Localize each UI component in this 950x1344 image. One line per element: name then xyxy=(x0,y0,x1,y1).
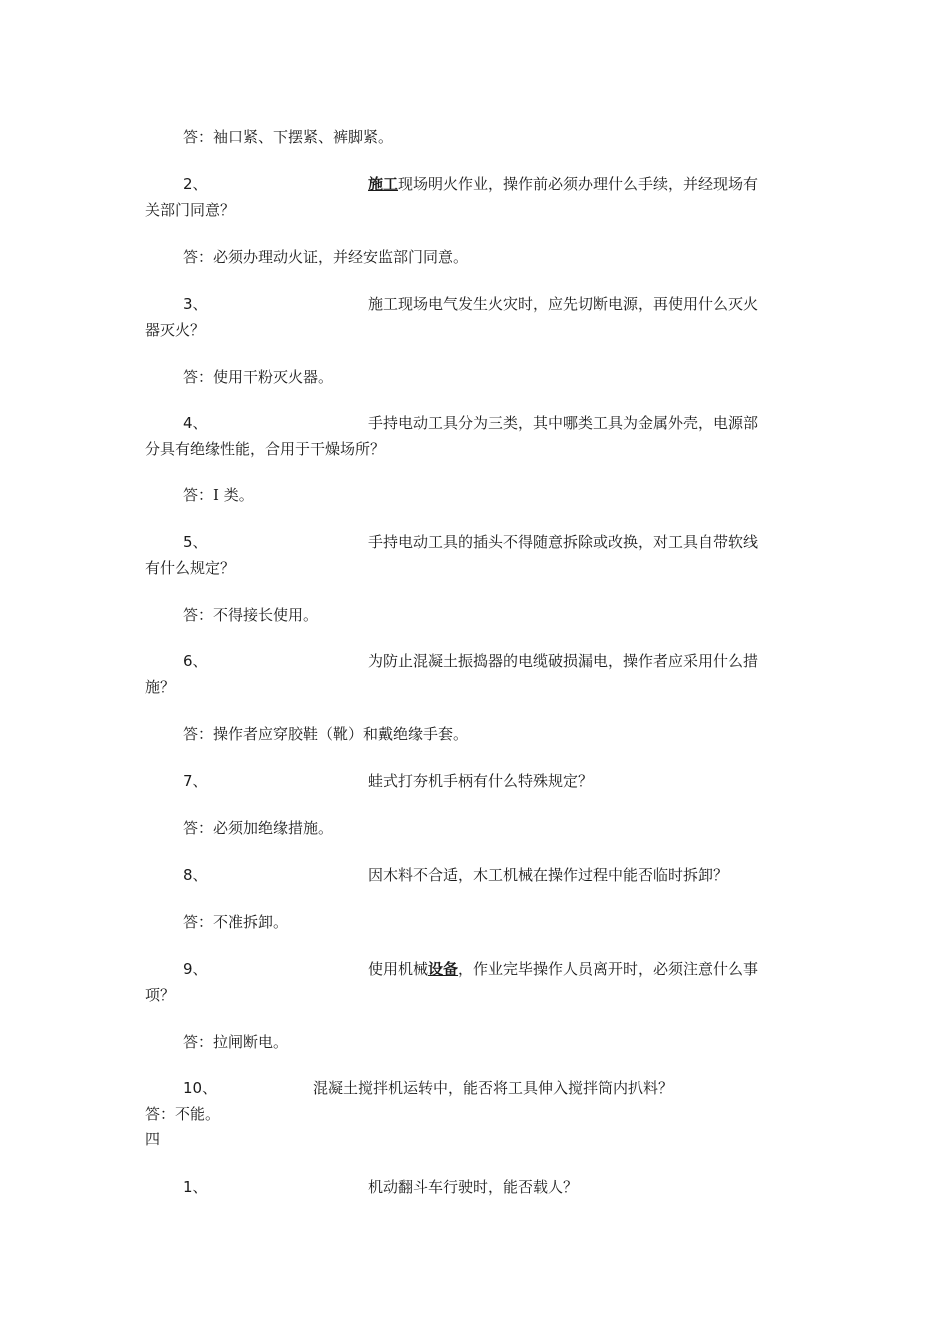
section-heading: 四 xyxy=(145,1130,161,1148)
section-question-number-1: 1、 xyxy=(183,1178,208,1196)
question-number-2: 2、 xyxy=(183,175,208,193)
question-2-continuation: 关部门同意？ xyxy=(145,201,236,219)
question-9-continuation: 项？ xyxy=(145,986,176,1004)
question-3: 施工现场电气发生火灾时，应先切断电源，再使用什么灭火 xyxy=(368,295,759,313)
answer-5: 答：不得接长使用。 xyxy=(183,606,319,624)
answer-8: 答：不准拆卸。 xyxy=(183,913,289,931)
answer-2: 答：必须办理动火证，并经安监部门同意。 xyxy=(183,248,469,266)
question-number-4: 4、 xyxy=(183,414,208,432)
answer-4: 答：I 类。 xyxy=(183,486,254,504)
question-number-7: 7、 xyxy=(183,772,208,790)
question-3-continuation: 器灭火？ xyxy=(145,321,206,339)
question-6-continuation: 施？ xyxy=(145,678,176,696)
question-8: 因木料不合适，木工机械在操作过程中能否临时拆卸？ xyxy=(368,866,729,884)
section-question-1: 机动翻斗车行驶时，能否载人？ xyxy=(368,1178,579,1196)
question-5: 手持电动工具的插头不得随意拆除或改换，对工具自带软线 xyxy=(368,533,759,551)
question-10: 混凝土搅拌机运转中，能否将工具伸入搅拌筒内扒料？ xyxy=(313,1079,674,1097)
question-number-6: 6、 xyxy=(183,652,208,670)
question-2: 施工现场明火作业，操作前必须办理什么手续，并经现场有 xyxy=(368,175,759,193)
question-7: 蛙式打夯机手柄有什么特殊规定？ xyxy=(368,772,594,790)
question-4-continuation: 分具有绝缘性能，合用于干燥场所？ xyxy=(145,440,386,458)
question-number-5: 5、 xyxy=(183,533,208,551)
answer-9: 答：拉闸断电。 xyxy=(183,1033,289,1051)
question-number-8: 8、 xyxy=(183,866,208,884)
question-6: 为防止混凝土振捣器的电缆破损漏电，操作者应采用什么措 xyxy=(368,652,759,670)
answer-1: 答：袖口紧、下摆紧、裤脚紧。 xyxy=(183,128,394,146)
question-4: 手持电动工具分为三类，其中哪类工具为金属外壳，电源部 xyxy=(368,414,759,432)
answer-6: 答：操作者应穿胶鞋（靴）和戴绝缘手套。 xyxy=(183,725,469,743)
question-9: 使用机械设备，作业完毕操作人员离开时，必须注意什么事 xyxy=(368,960,759,978)
question-5-continuation: 有什么规定？ xyxy=(145,559,236,577)
answer-7: 答：必须加绝缘措施。 xyxy=(183,819,334,837)
question-number-3: 3、 xyxy=(183,295,208,313)
link-shigong[interactable]: 施工 xyxy=(368,175,399,193)
question-number-9: 9、 xyxy=(183,960,208,978)
question-number-10: 10、 xyxy=(183,1079,218,1097)
answer-3: 答：使用干粉灭火器。 xyxy=(183,368,334,386)
answer-10: 答：不能。 xyxy=(145,1105,221,1123)
link-shebei[interactable]: 设备 xyxy=(428,960,459,978)
